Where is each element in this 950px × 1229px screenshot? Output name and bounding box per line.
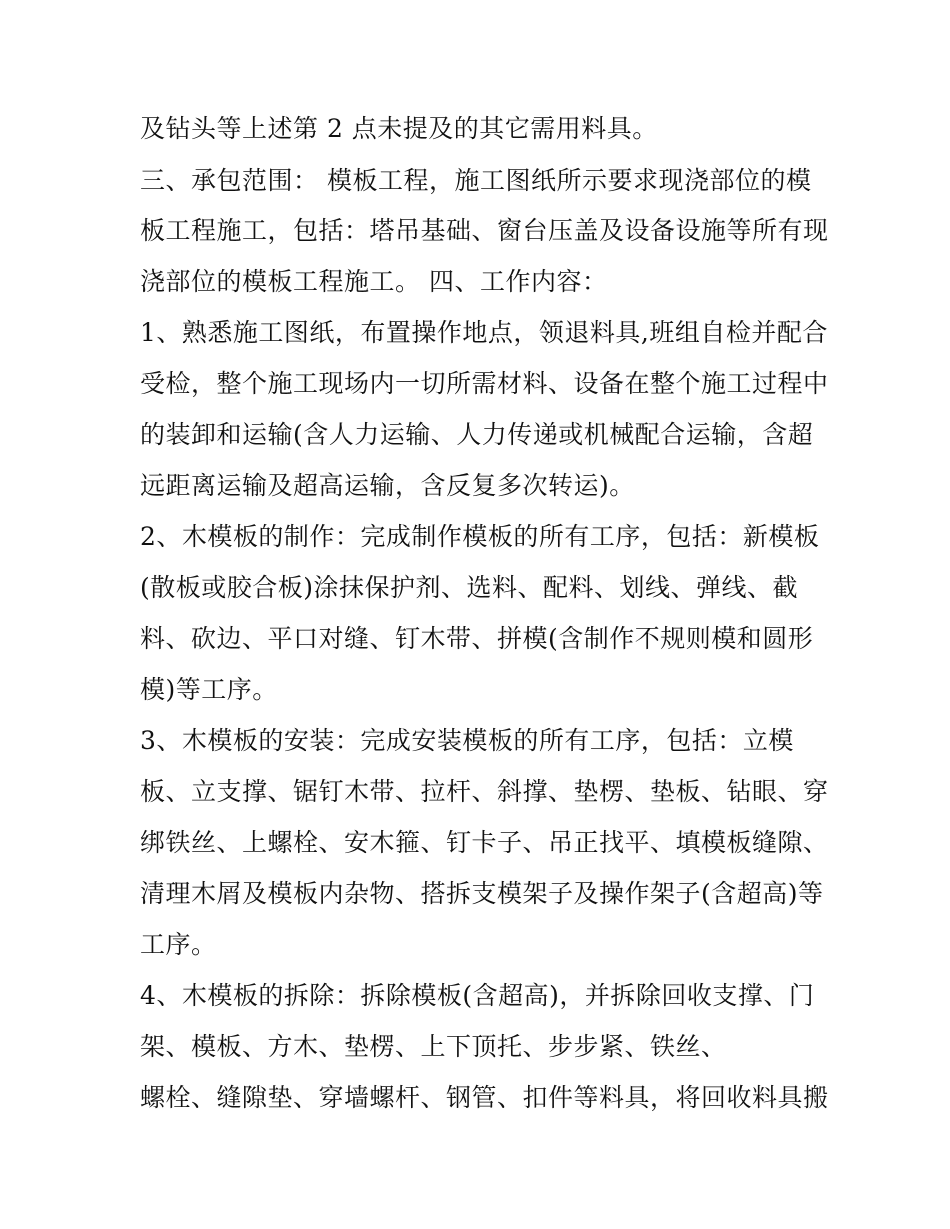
text-line: 4、木模板的拆除：拆除模板(含超高)，并拆除回收支撑、门 <box>140 981 815 1010</box>
text-line: 清理木屑及模板内杂物、搭拆支模架子及操作架子(含超高)等 <box>140 879 824 908</box>
text-line: 受检，整个施工现场内一切所需材料、设备在整个施工过程中 <box>140 369 829 398</box>
text-line: 1、熟悉施工图纸，布置操作地点，领退料具,班组自检并配合 <box>140 318 828 347</box>
text-line: 绑铁丝、上螺栓、安木箍、钉卡子、吊正找平、填模板缝隙、 <box>140 828 829 857</box>
text-line: 板工程施工，包括：塔吊基础、窗台压盖及设备设施等所有现 <box>140 216 829 245</box>
text-line: 三、承包范围： 模板工程，施工图纸所示要求现浇部位的模 <box>140 166 812 195</box>
text-line: 螺栓、缝隙垫、穿墙螺杆、钢管、扣件等料具，将回收料具搬 <box>140 1083 829 1112</box>
text-line: 2、木模板的制作：完成制作模板的所有工序，包括：新模板 <box>140 522 820 551</box>
text-line: 远距离运输及超高运输，含反复多次转运)。 <box>140 471 635 500</box>
text-line: 模)等工序。 <box>140 675 278 704</box>
text-line: 的装卸和运输(含人力运输、人力传递或机械配合运输，含超 <box>140 420 814 449</box>
text-line: 工序。 <box>140 930 217 959</box>
text-line: 架、模板、方木、垫楞、上下顶托、步步紧、铁丝、 <box>140 1032 727 1061</box>
text-line: 板、立支撑、锯钉木带、拉杆、斜撑、垫楞、垫板、钻眼、穿 <box>140 777 829 806</box>
text-line: 3、木模板的安装：完成安装模板的所有工序，包括：立模 <box>140 726 794 755</box>
text-line: 浇部位的模板工程施工。 四、工作内容： <box>140 267 608 296</box>
text-line: (散板或胶合板)涂抹保护剂、选料、配料、划线、弹线、截 <box>140 573 799 602</box>
text-line: 料、砍边、平口对缝、钉木带、拼模(含制作不规则模和圆形 <box>140 624 814 653</box>
text-line: 及钻头等上述第 2 点未提及的其它需用料具。 <box>140 114 658 143</box>
